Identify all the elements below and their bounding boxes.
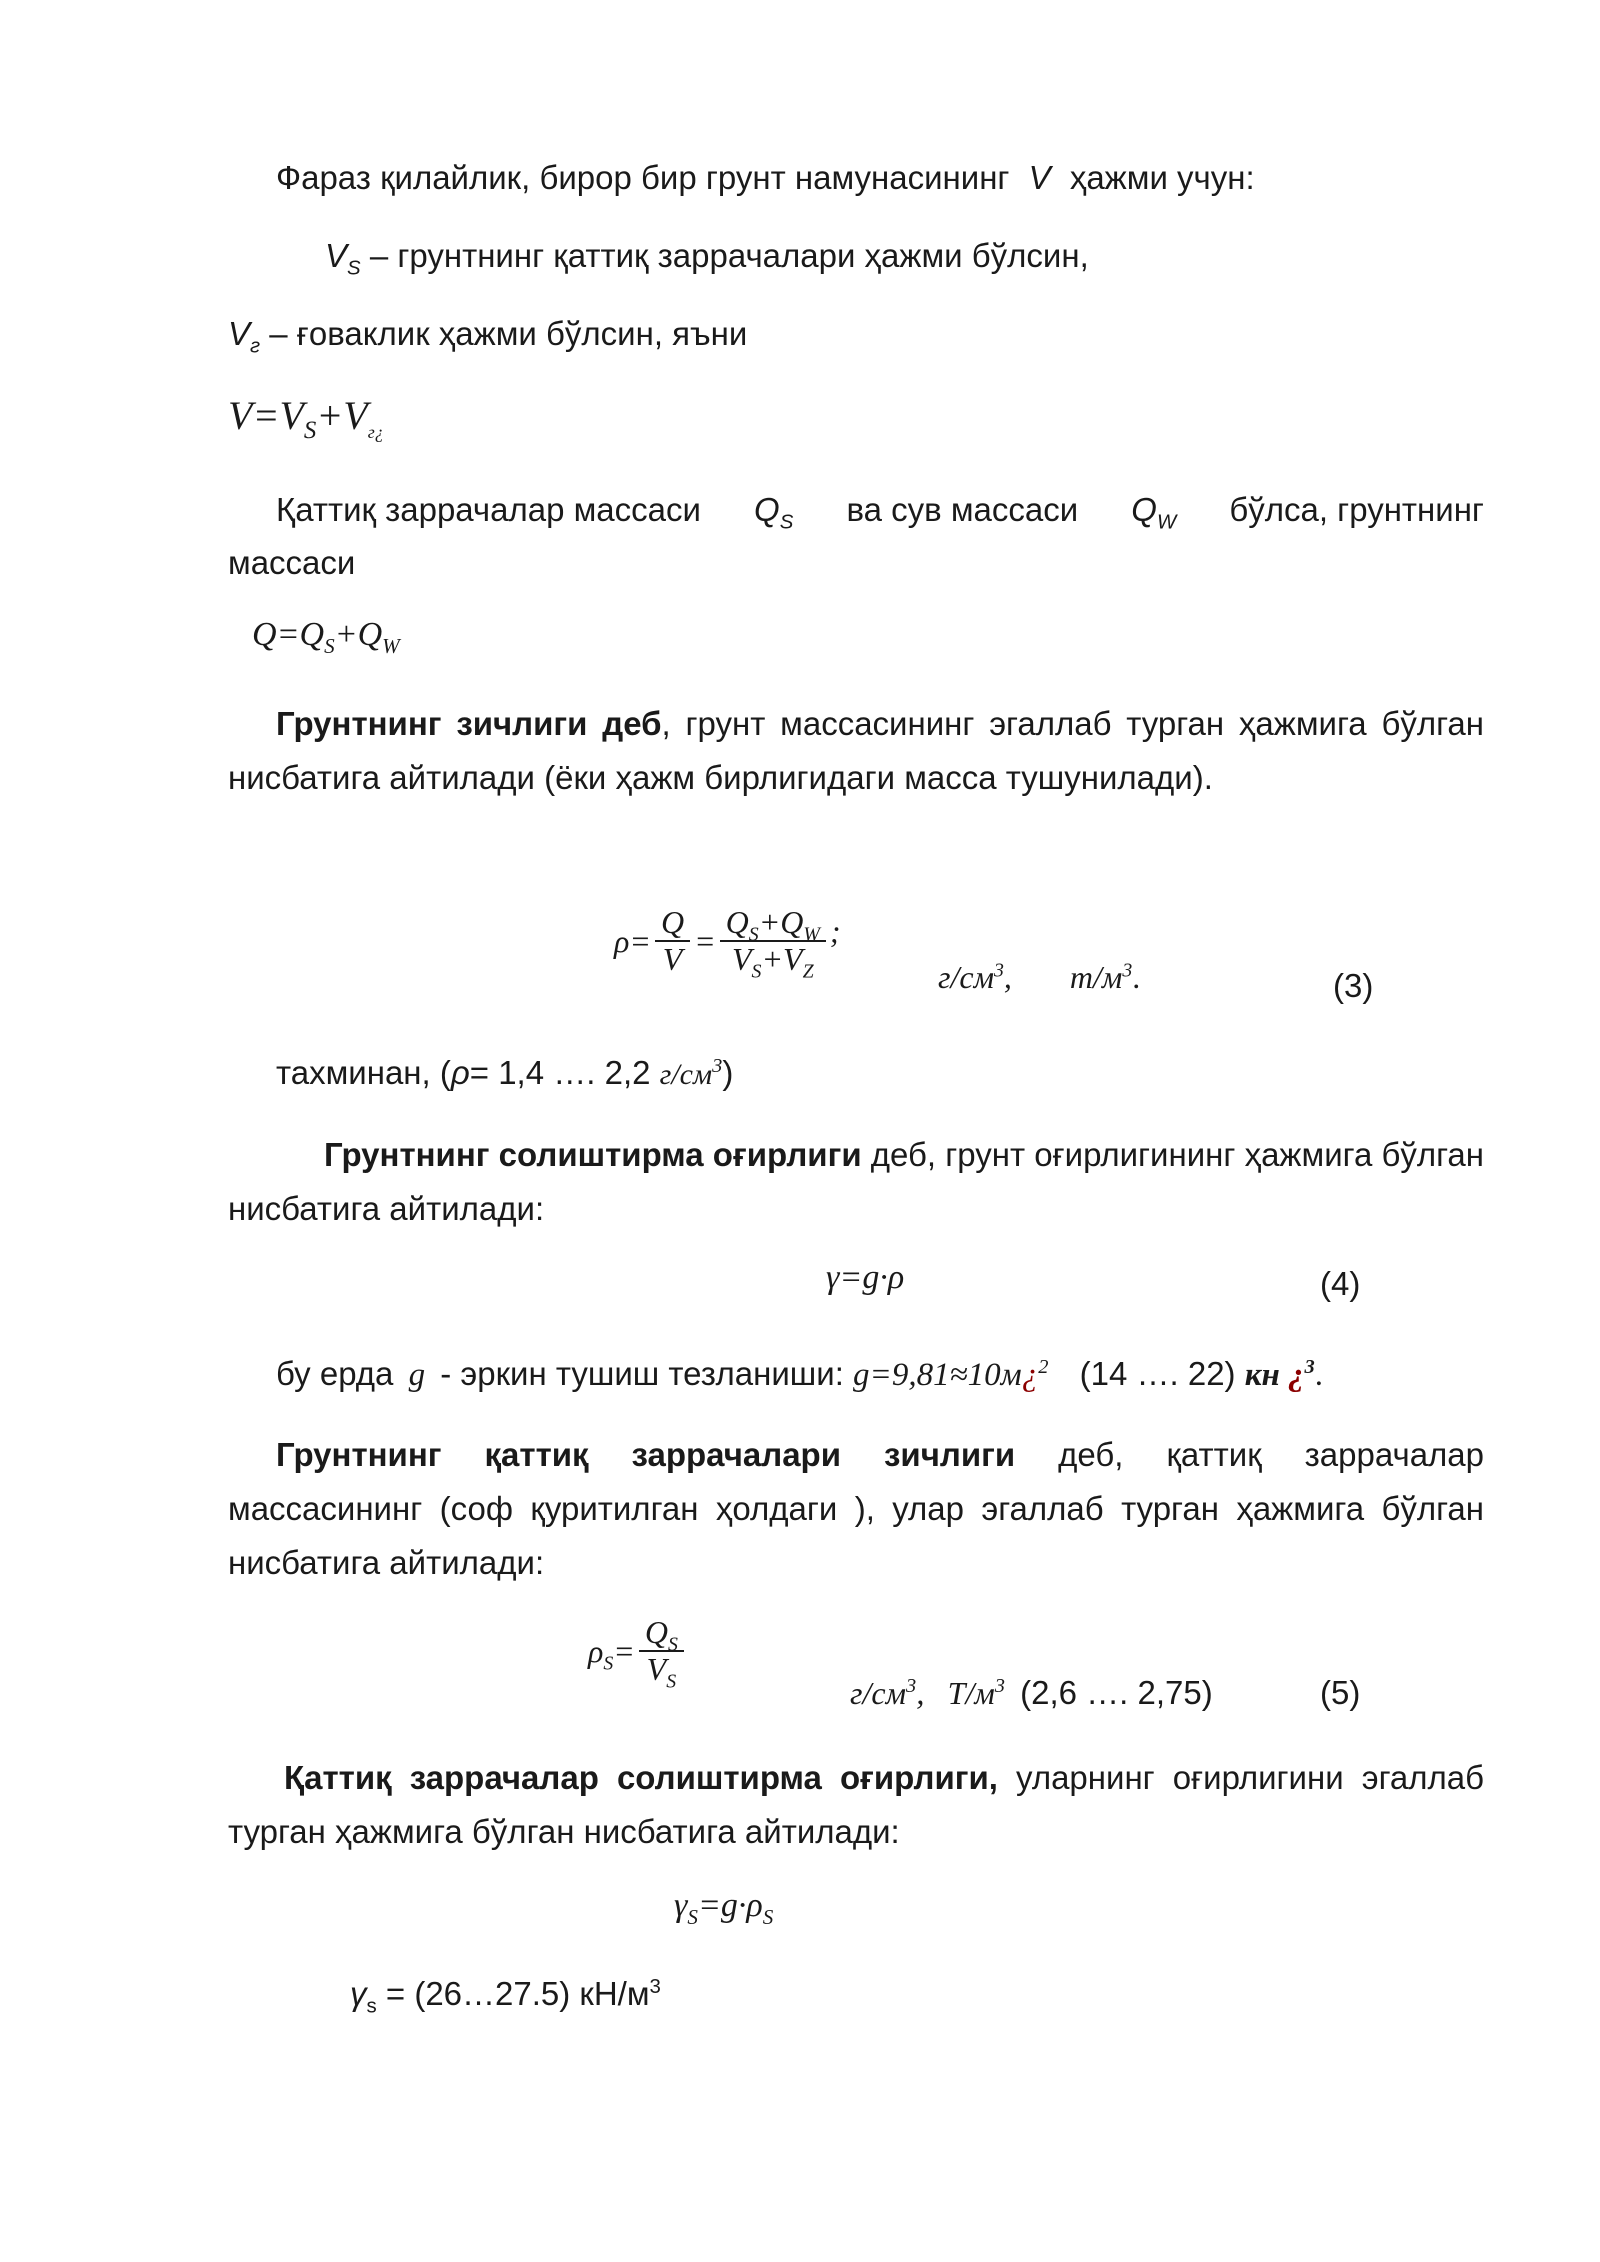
solid-weight-paragraph: Қаттиқ заррачалар солиштирма оғирлиги, уларнинг оғирлигини эгаллаб турган ҳажмига бўлган нисбатига айтилади: — [228, 1759, 1485, 1850]
vs-definition: $V_S$ – грунтнинг қаттиқ заррачалари ҳажми бўлсин, — [325, 237, 1089, 280]
solid-density-units: $г/см^3$, $Т/м^3$ (2,6 …. 2,75) — [850, 1674, 1213, 1712]
density-term: Грунтнинг зичлиги деб — [276, 705, 662, 742]
mass-formula: $Q=Q_S+Q_W$ — [252, 616, 400, 658]
solid-density-formula: $\rho_S$ = $\frac{Q_S}{V_S}$ — [588, 1615, 688, 1687]
density-formula: ρ= $\frac{Q}{V}$ = $\frac{Q_S+Q_W}{V_S+V_Z}$ ; — [614, 904, 841, 983]
mass-paragraph-line1: Қаттиқ заррачалар массаси $Q_S$ ва сув массаси $Q_W$ бўлса, грунтнинг — [276, 491, 1484, 534]
mass-paragraph-line2: массаси — [228, 544, 356, 581]
solid-density-term: Грунтнинг қаттиқ заррачалари зичлиги — [276, 1436, 1016, 1473]
equation-number-4: (4) — [1320, 1265, 1361, 1302]
gravity-line: бу ерда g - эркин тушиш тезланиши: g=9,81≈10м¿$^2$ (14 …. 22) кн ¿$^3$. — [276, 1355, 1323, 1393]
solid-weight-formula: $\gamma_S=g\cdot\rho_S$ — [674, 1887, 774, 1929]
weight-formula: γ=g·ρ — [826, 1259, 905, 1296]
volume-symbol: V — [1028, 159, 1051, 196]
equation-number-5: (5) — [1320, 1674, 1361, 1711]
solid-density-paragraph: Грунтнинг қаттиқ заррачалари зичлиги деб, қаттиқ заррачалар массасининг (соф қуритилган ҳолдаги ), улар эгаллаб турган ҳажмига бўлган нисбатига айтилади: — [228, 1436, 1485, 1581]
gravity-value: g=9,81≈10м¿$^2$ — [853, 1356, 1049, 1393]
kn-unit: кн ¿$^3$. — [1244, 1356, 1323, 1393]
volume-formula: $V=V_S+V_{г¿}$ — [228, 393, 384, 444]
density-paragraph: Грунтнинг зичлиги деб, грунт массасининг эгаллаб турган ҳажмига бўлган нисбатига айтилади (ёки ҳажм бирлигидаги масса тушунилади). — [228, 705, 1485, 796]
specific-weight-paragraph: Грунтнинг солиштирма оғирлиги деб, грунт оғирлигининг ҳажмига бўлган нисбатига айтилади: — [228, 1136, 1485, 1227]
vg-definition: $V_г$ – ғоваклик ҳажми бўлсин, яъни — [228, 315, 748, 358]
specific-weight-term: Грунтнинг солиштирма оғирлиги — [324, 1136, 862, 1173]
intro-line: Фараз қилайлик, бирор бир грунт намунасининг V ҳажми учун: — [276, 159, 1255, 196]
solid-weight-value: $\gamma_s$ = (26…27.5) $кН/м^3$ — [350, 1975, 661, 2018]
approx-line: тахминан, (ρ= 1,4 …. 2,2 $г/см^3$) — [276, 1054, 734, 1091]
density-units: $г/см^3$, $m/м^3$. — [938, 959, 1141, 995]
solid-weight-term: Қаттиқ заррачалар солиштирма оғирлиги, — [284, 1759, 998, 1796]
equation-number-3: (3) — [1333, 967, 1374, 1004]
